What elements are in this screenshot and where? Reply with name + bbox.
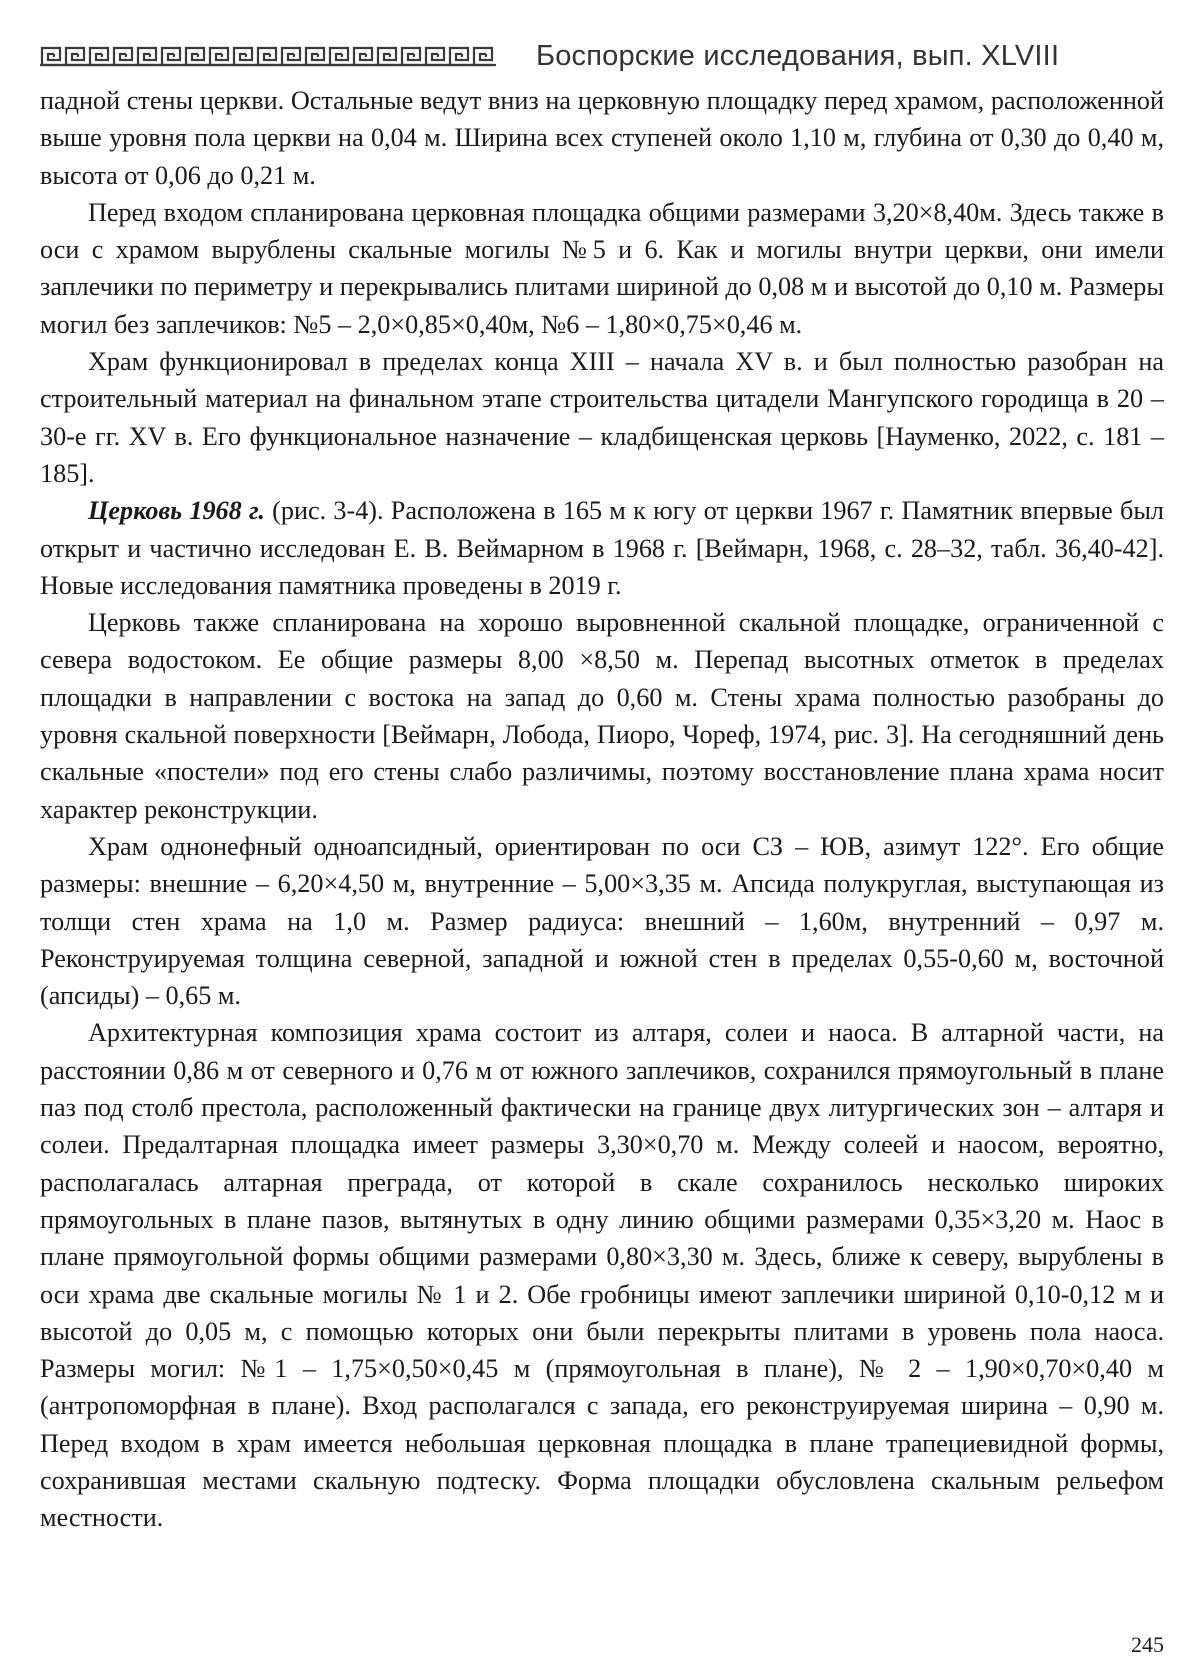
paragraph-text: Перед входом спланирована церковная площадка общими размерами 3,20×8,40м. Здесь также в оси с храмом вырублены скальные могилы №5 и 6. Как и могилы внутри церкви, они имели заплечики по периметру и перекрывались плитами шириной до 0,08 м и высотой до 0,10 м. Размеры могил без заплечиков: №5 – 2,0×0,85×0,40м, №6 – 1,80×0,75×0,46 м. [40, 197, 1164, 339]
paragraph [40, 194, 1164, 343]
greek-key-ornament-icon [40, 45, 508, 67]
page-number: 245 [1131, 1632, 1164, 1657]
paragraph [40, 492, 1164, 604]
paragraph [40, 1014, 1164, 1536]
meander-pattern [42, 48, 492, 65]
paragraph-text: Храм функционировал в пределах конца XIII – начала XV в. и был полностью разобран на строительный материал на финальном этапе строительства цитадели Мангупского городища в 20 – 30-е гг. XV в. Его функциональное назначение – кладбищенская церковь [Науменко, 2022, с. 181 – 185]. [40, 347, 1164, 488]
paragraph [40, 828, 1164, 1014]
paragraph [40, 343, 1164, 492]
paragraph-text: (рис. 3-4). Расположена в 165 м к югу от церкви 1967 г. Памятник впервые был открыт и частично исследован Е. В. Веймарном в 1968 г. [Веймарн, 1968, с. 28–32, табл. 36,40-42]. Новые исследования памятника проведены в 2019 г. [40, 496, 1164, 600]
section-lead-heading: Церковь 1968 г. [88, 496, 265, 526]
paragraph-text: Архитектурная композиция храма состоит из алтаря, солеи и наоса. В алтарной части, на расстоянии 0,86 м от северного и 0,76 м от южного заплечиков, сохранился прямоугольный в плане паз под столб престола, расположенный фактически на границе двух литургических зон – алтаря и солеи. Предалтарная площадка имеет размеры 3,30×0,70 м. Между солеей и наосом, вероятно, располагалась алтарная преграда, от которой в скале сохранилось несколько широких прямоугольных в плане пазов, вытянутых в одну линию общими размерами 0,35×3,20 м. Наос в плане прямоугольной формы общими размерами 0,80×3,30 м. Здесь, ближе к северу, вырублены в оси храма две скальные могилы № 1 и 2. Обе гробницы имеют заплечики шириной 0,10-0,12 м и высотой до 0,05 м, с помощью которых они были перекрыты плитами в уровень пола наоса. Размеры могил: №1 – 1,75×0,50×0,45 м (прямоугольная в плане), № 2 – 1,90×0,70×0,40 м (антропоморфная в плане). Вход располагался с запада, его реконструируемая ширина – 0,90 м. Перед входом в храм имеется небольшая церковная площадка в плане трапециевидной формы, сохранившая местами скальную подтеску. Форма площадки обусловлена скальным рельефом местности. [40, 1018, 1164, 1533]
article-body [40, 82, 1164, 1537]
paragraph-text: падной стены церкви. Остальные ведут вниз на церковную площадку перед храмом, расположенной выше уровня пола церкви на 0,04 м. Ширина всех ступеней около 1,10 м, глубина от 0,30 до 0,40 м, высота от 0,06 до 0,21 м. [40, 86, 1164, 190]
paragraph-text: Храм однонефный одноапсидный, ориентирован по оси СЗ – ЮВ, азимут 122°. Его общие размеры: внешние – 6,20×4,50 м, внутренние – 5,00×3,35 м. Апсида полукруглая, выступающая из толщи стен храма на 1,0 м. Размер радиуса: внешний – 1,60м, внутренний – 0,97 м. Реконструируемая толщина северной, западной и южной стен в пределах 0,55-0,60 м, восточной (апсиды) – 0,65 м. [40, 831, 1164, 1011]
paragraph [40, 604, 1164, 828]
paragraph [40, 82, 1164, 194]
running-header [40, 36, 1164, 76]
journal-title: Боспорские исследования, вып. XLVIII [536, 39, 1060, 72]
paragraph-text: Церковь также спланирована на хорошо выровненной скальной площадке, ограниченной с севера водостоком. Ее общие размеры 8,00 ×8,50 м. Перепад высотных отметок в пределах площадки в направлении с востока на запад до 0,60 м. Стены храма полностью разобраны до уровня скальной поверхности [Веймарн, Лобода, Пиоро, Чореф, 1974, рис. 3]. На сегодняшний день скальные «постели» под его стены слабо различимы, поэтому восстановление плана храма носит характер реконструкции. [40, 608, 1164, 824]
page [40, 36, 1164, 1537]
